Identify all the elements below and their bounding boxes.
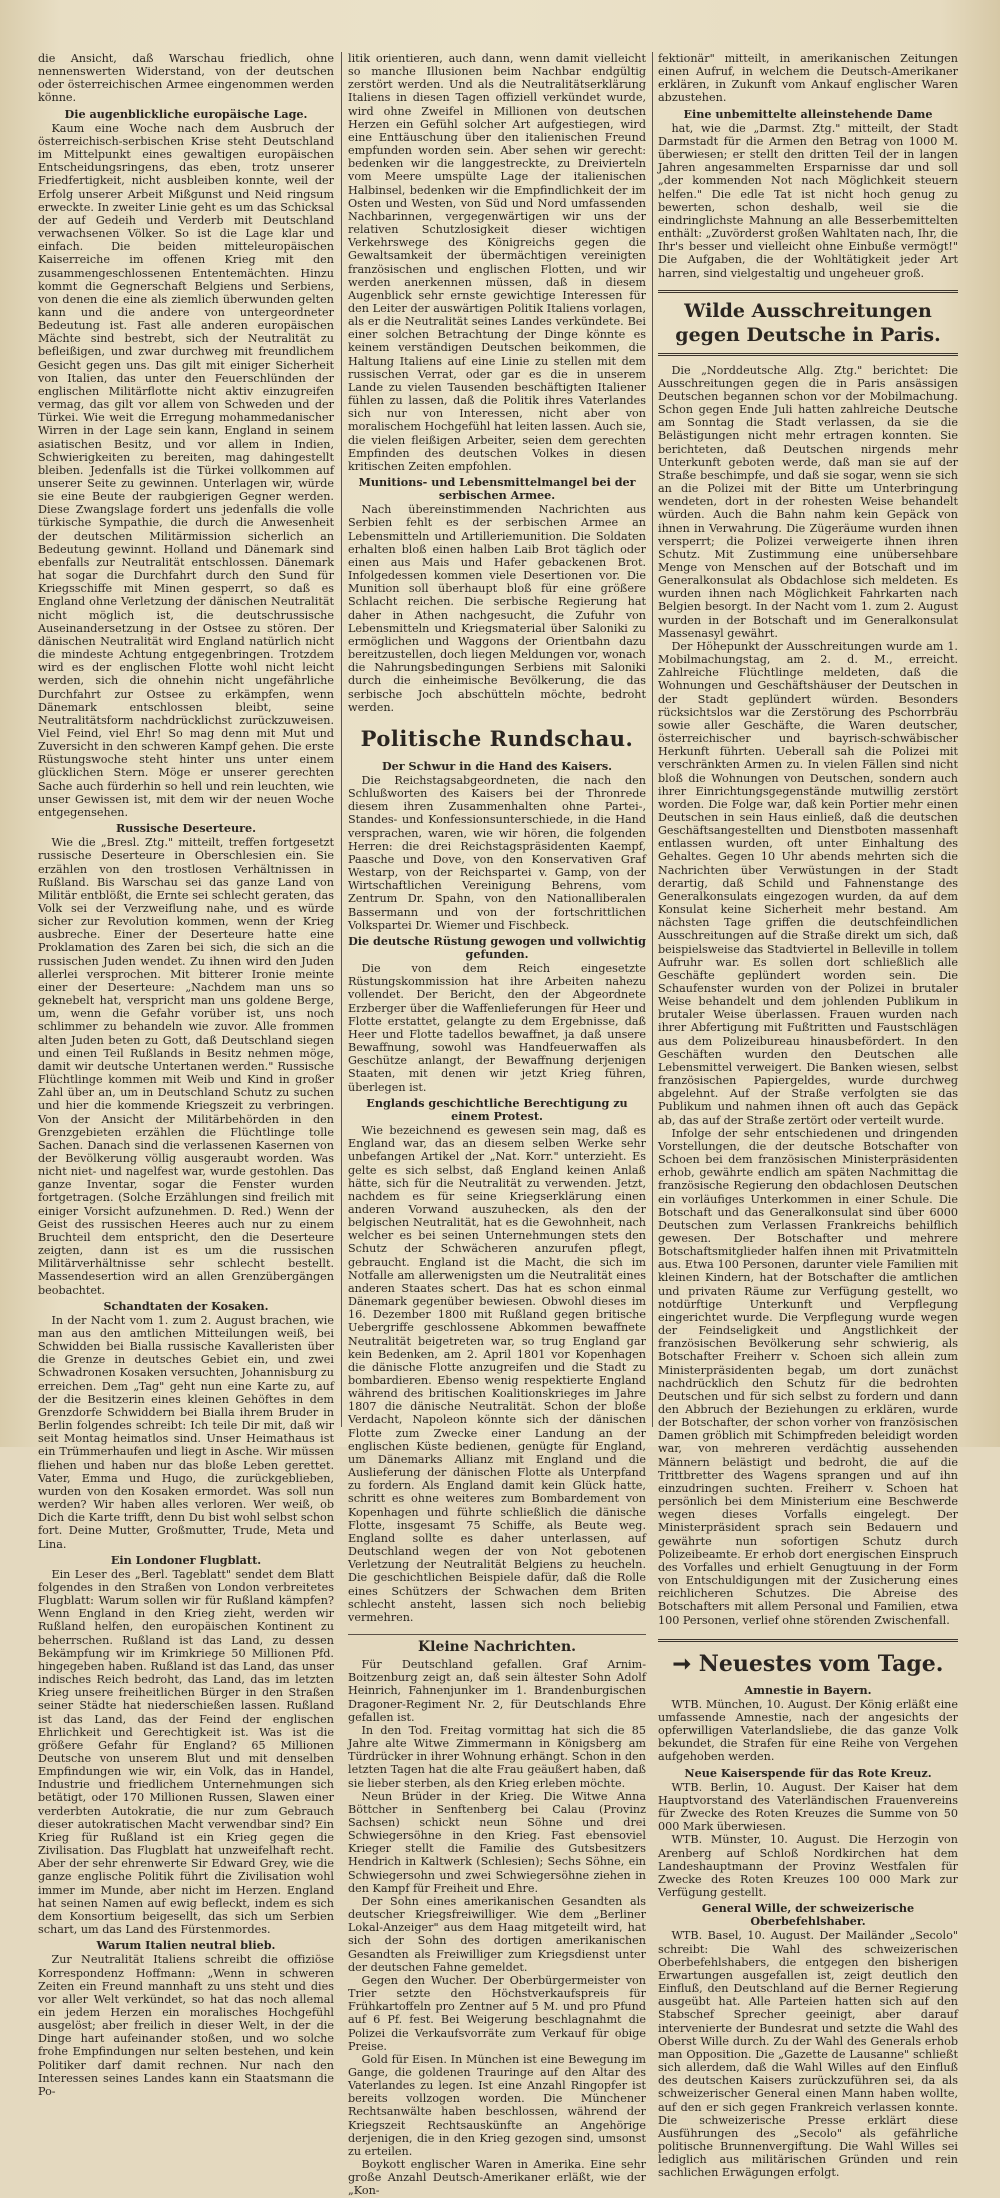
column-rule-1 (341, 52, 342, 1427)
article-red-cross-2: WTB. Münster, 10. August. Die Herzogin von Arenberg auf Schloß Nordkirchen hat dem Landeshauptmann der Provinz Westfalen für Zwecke des Roten Kreuzes 100 000 Mark zur Verfügung gestellt. (658, 1833, 958, 1899)
heading-oath-emperor: Der Schwur in die Hand des Kaisers. (381, 758, 613, 773)
column-rule-2 (652, 52, 653, 1427)
arrow-right-icon: ➞ (672, 1650, 692, 1677)
article-general-wille: WTB. Basel, 10. August. Der Mailänder „Secolo" schreibt: Die Wahl des schweizerischen Oberbefehlshabers, die entgegen den bisherigen Erwartungen ausgefallen ist, zeigt deutlich den Einfluß, den Deutschland auf die Berner Regierung ausgeübt hat. Alle Parteien hatten sich auf den Stabschef Sprecher geeinigt, aber darauf intervenierte der Bundesrat und setzte die Wahl des Oberst Wille durch. Zu der Wahl des Generals erhob man Opposition. Die „Gazette de Lausanne" schließt sich allerdem, daß die Wahl Willes auf den Einfluß des deutschen Kaisers zurückzuführen sei, da als schweizerischer General einen Mann haben wollte, auf den er sich gegen Frankreich verlassen konnte. Die schweizerische Presse erklärt diese Ausführungen des „Secolo" als gefährliche politische Brunnenvergiftung. Die Wahl Willes sei lediglich aus militärischen Gründen und rein sachlichen Erwägungen erfolgt. (658, 1929, 958, 2180)
col3-lead: fektionär" mitteilt, in amerikanischen Zeitungen einen Aufruf, in welchem die Deutsch-Amerikaner erklären, in Zukunft vom Ankauf englischer Waren abzustehen. (658, 52, 958, 105)
article-red-cross-1: WTB. Berlin, 10. August. Der Kaiser hat dem Hauptvorstand des Vaterländischen Frauenvereins für Zwecke des Roten Kreuzes die Summe von 50 000 Mark überwiesen. (658, 1780, 958, 1834)
article-italy-neutral: Zur Neutralität Italiens schreibt die offiziöse Korrespondenz Hoffmann: „Wenn in schweren Zeiten ein Freund mannhaft zu uns steht und dies vor aller Welt verkündet, so hat das noch allemal ein jedem Herzen ein moralisches Hochgefühl ausgelöst; aber freilich in dieser Welt, in der die Dinge hart aufeinander stoßen, und wo solche frohe Empfindungen nur selten bestehen, und kein Politiker darf damit rechnen. Nur nach den Interessen seines Landes kann ein Staatsmann die Po- (38, 1953, 334, 2098)
news-boycott: Boykott englischer Waren in Amerika. Eine sehr große Anzahl Deutsch-Amerikaner erläßt, wie der „Kon- (348, 2158, 646, 2198)
heading-latest-news (658, 1639, 958, 1678)
heading-cossack-atrocities: Schandtaten der Kosaken. (103, 1298, 269, 1313)
article-london-leaflet: Ein Leser des „Berl. Tageblatt" sendet dem Blatt folgendes in den Straßen von London verbreitetes Flugblatt: Warum sollen wir für Rußland kämpfen? Wenn England in den Krieg zieht, werden wir Rußland helfen, den europäischen Kontinent zu beherrschen. Rußland ist das Land, zu dessen Bekämpfung wir im Krimkriege 50 Millionen Pfd. hingegeben haben. Rußland ist das Land, das unser indisches Reich bedroht, das Land, das im letzten Krieg unsere freiheitlichen Bürger in den Straßen seiner Städte hat niederschießen lassen. Rußland ist das Land, das der Feind der englischen Ehrlichkeit und Gerechtigkeit ist. Was ist die größere Gefahr für England? 65 Millionen Deutsche von unserem Blut und mit denselben Empfindungen wie wir, ein Volk, das in Handel, Industrie und friedlichem Unternehmungen sich betätigt, oder 170 Millionen Russen, Slawen einer verderbten Autokratie, die nur zum Gebrauch dieser autokratischen Macht verwendbar sind? Ein Krieg für Rußland ist ein Krieg gegen die Zivilisation. Das Flugblatt hat unzweifelhaft recht. Aber der sehr ehrenwerte Sir Edward Grey, wie die ganze englische Politik führt die Zivilisation wohl immer im Munde, aber nicht im Herzen. England hat seinen Namen auf ewig befleckt, indem es sich dem Konsortium beigesellt, das sich um Serbien schart, um das Land des Fürstenmordes. (38, 1567, 334, 1937)
article-england-protest: Wie bezeichnend es gewesen sein mag, daß es England war, das an diesem selben Werke sehr unbefangen Artikel der „Nat. Korr." unterzieht. Es gelte es sich selbst, daß England keinen Anlaß hätte, sich für die Neutralität zu verwenden. Jetzt, nachdem es für seine Kriegserklärung einen anderen Vorwand auszuhecken, als den der belgischen Neutralität, hat es die Gewohnheit, nach welcher es bei seinen Unternehmungen stets den Schutz der Schwächeren anzurufen pflegt, gebraucht. England ist die Macht, die sich im Notfalle am allerwenigsten um die Neutralität eines anderen Staates schert. Das hat es schon einmal Dänemark gegenüber bewiesen. Obwohl dieses im 16. Dezember 1800 mit Rußland gegen britische Uebergriffe geschlossene Abkommen bewaffnete Neutralität beigetreten war, so trug England gar kein Bedenken, am 2. April 1801 vor Kopenhagen die dänische Flotte anzugreifen und die Stadt zu bombardieren. Ebenso wenig respektierte England während des britischen Koalitionskrieges im Jahre 1807 die dänische Neutralität. Schon der bloße Verdacht, Napoleon könnte sich der dänischen Flotte zum Zwecke einer Landung an der englischen Küste bedienen, genügte für England, um Dänemarks Allianz mit England und die Auslieferung der dänischen Flotte als Unterpfand zu fordern. Als England damit kein Glück hatte, schritt es ohne weiteres zum Bombardement von Kopenhagen und führte schließlich die dänische Flotte, insgesamt 75 Schiffe, als Beute weg. England sollte es daher unterlassen, auf Deutschland wegen der von Not gebotenen Verletzung der Neutralität Belgiens zu heucheln. Die geschichtlichen Beispiele dafür, daß die Rolle eines Schützers der Schwachen dem Briten schlecht ansteht, lassen sich noch beliebig vermehren. (348, 1124, 646, 1624)
heading-serbian-shortage: Munitions- und Lebensmittelmangel bei der serbischen Armee. (358, 475, 636, 503)
article-paris-riots-1: Die „Norddeutsche Allg. Ztg." berichtet: Die Ausschreitungen gegen die in Paris ansässigen Deutschen begannen schon vor der Mobilmachung. Schon gegen Ende Juli hatten zahlreiche Deutsche am Sonntag die Stadt verlassen, da sie die Belästigungen nicht mehr ertragen konnten. Sie berichteten, daß Deutschen nirgends mehr Unterkunft geboten werde, daß man sie auf der Straße beschimpfe, und daß sie sogar, wenn sie sich an die Polizei mit der Bitte um Unterbringung wendeten, dort in der rohesten Weise behandelt würden. Auch die Bahn nahm kein Gepäck von ihnen in Verwahrung. Die Zügeräume wurden ihnen versperrt; die Polizei verweigerte ihnen ihren Schutz. Mit Zustimmung eine unübersehbare Menge von Menschen auf der Botschaft und im Generalkonsulat als Obdachlose sich meldeten. Es wurden ihnen nach Möglichkeit Fahrkarten nach Belgien besorgt. In der Nacht vom 1. zum 2. August wurden in der Botschaft und im Generalkonsulat Massenasyl gewährt. (658, 363, 958, 640)
heading-political-review: Politische Rundschau. (360, 725, 634, 751)
news-usury: Gegen den Wucher. Der Oberbürgermeister von Trier setzte den Höchstverkaufspreis für Frühkartoffeln pro Zentner auf 5 M. und pro Pfund auf 6 Pf. fest. Bei Weigerung beschlagnahmt die Polizei die Verkaufsvorräte zum Verkauf für obige Preise. (348, 1973, 646, 2053)
column-right (658, 52, 958, 2180)
heading-russian-deserters: Russische Deserteure. (116, 821, 256, 836)
news-gold-iron: Gold für Eisen. In München ist eine Bewegung im Gange, die goldenen Trauringe auf den Altar des Vaterlandes zu legen. Ist eine Anzahl Ringopfer ist bereits vollzogen worden. Die Münchener Rechtsanwälte haben beschlossen, während der Kriegszeit Rechtsauskünfte an Angehörige derjenigen, die in den Krieg gezogen sind, umsonst zu erteilen. (348, 2052, 646, 2158)
heading-italy-neutral: Warum Italien neutral blieb. (96, 1938, 276, 1953)
article-european-situation: Kaum eine Woche nach dem Ausbruch der österreichisch-serbischen Krise steht Deutschland im Mittelpunkt eines gewaltigen europäischen Entscheidungsringens, das eben, trotz unserer Friedfertigkeit, nicht ausbleiben konnte, weil der Erfolg unserer Arbeit Mißgunst und Neid ringsum erweckte. In zweiter Linie geht es um das Schicksal der auf Gedeih und Verderb mit Deutschland verwachsenen Völker. So ist die Lage klar und einfach. Die beiden mitteleuropäischen Kaiserreiche im offenen Krieg mit den zusammengeschlossenen Ententemächten. Hinzu kommt die Gegnerschaft Belgiens und Serbiens, von denen die eine als ziemlich überwunden gelten kann und die andere von untergeordneter Bedeutung ist. Fast alle anderen europäischen Mächte sind bestrebt, sich der Neutralität zu befleißigen, und zwar durchweg mit freundlichem Gesicht gegen uns. Das gilt mit einiger Sicherheit von Italien, das unter den Feuerschlünden der englischen Militärflotte nicht aktiv einzugreifen vermag, das gilt vor allem von Schweden und der Türkei. Wie weit die Erregung mohammedanischer Wirren in der Lage sein kann, England in seinem asiatischen Besitz, und vor allem in Indien, Schwierigkeiten zu bereiten, mag dahingestellt bleiben. Jedenfalls ist die Türkei vollkommen auf unserer Seite zu gewinnen. Unterlagen wir, würde sie eine Beute der raubgierigen Gegner werden. Diese Zwangslage fordert uns jedenfalls die volle türkische Sympathie, die durch die Anwesenheit der deutschen Militärmission sicherlich an Bedeutung gewinnt. Holland und Dänemark sind ebenfalls zur Neutralität entschlossen. Dänemark hat sogar die Durchfahrt durch den Sund für Kriegsschiffe mit Minen gesperrt, so daß es England ohne Verletzung der dänischen Neutralität nicht möglich ist, die deutschrussische Auseinandersetzung in der Ostsee zu stören. Der dänischen Neutralität wird England natürlich nicht die mindeste Achtung entgegenbringen. Trotzdem wird es der englischen Flotte wohl nicht leicht werden, sich die ohnehin nicht ungefährliche Durchfahrt zur Ostsee zu erkämpfen, wenn Dänemark entschlossen bleibt, seine Neutralitätsform nachdrücklichst zurückzuweisen. Viel Feind, viel Ehr! So mag denn mit Mut und Zuversicht in den schweren Kampf gehen. Die erste Rüstungswoche steht hinter uns unter einem glücklichen Stern. Möge er unserer gerechten Sache auch fürderhin so hell und rein leuchten, wie unser Gewissen ist, mit dem wir der neuen Woche entgegensehen. (38, 121, 334, 819)
article-amnesty: WTB. München, 10. August. Der König erläßt eine umfassende Amnestie, nach der angesichts der opferwilligen Vaterlandsliebe, die das ganze Volk bekundet, die Strafen für eine Reihe von Vergehen aufgehoben werden. (658, 1697, 958, 1764)
news-ambassador-son: Der Sohn eines amerikanischen Gesandten als deutscher Kriegsfreiwilliger. Wie dem „Berliner Lokal-Anzeiger" aus dem Haag mitgeteilt wird, hat sich der Sohn des dortigen amerikanischen Gesandten als Freiwilliger zum Kriegsdienst unter der deutschen Fahne gemeldet. (348, 1894, 646, 1974)
news-nine-brothers: Neun Brüder in der Krieg. Die Witwe Anna Böttcher in Senftenberg bei Calau (Provinz Sachsen) schickt neun Söhne und drei Schwiegersöhne in den Krieg. Fast ebensoviel Krieger stellt die Familie des Gutsbesitzers Hendrich in Kaltwerk (Schlesien); Sechs Söhne, ein Schwiegersohn und zwei Schwiegersöhne ziehen in den Kampf für Freiheit und Ehre. (348, 1789, 646, 1895)
col1-lead: die Ansicht, daß Warschau friedlich, ohne nennenswerten Widerstand, von der deutschen oder österreichischen Armee eingenommen werden könne. (38, 52, 334, 105)
column-left (38, 52, 334, 2098)
article-russian-deserters: Wie die „Bresl. Ztg." mitteilt, treffen fortgesetzt russische Deserteure in Oberschlesien ein. Sie erzählen von den trostlosen Verhältnissen in Rußland. Bis Warschau sei das ganze Land von Militär entblößt, die Ernte sei schlecht geraten, das Volk sei der Verzweiflung nahe, und es würde sicher zur Revolution kommen, wenn der Krieg ausbreche. Einer der Deserteure hatte eine Proklamation des Zaren bei sich, die sich an die russischen Juden wendet. Zu ihnen wird den Juden allerlei versprochen. Mit bitterer Ironie meinte einer der Deserteure: „Nachdem man uns so geknebelt hat, verspricht man uns goldene Berge, um, wenn die Gefahr vorüber ist, uns noch schlimmer zu behandeln wie zuvor. Alle frommen alten Juden beten zu Gott, daß Deutschland siegen und einen Teil Rußlands in Besitz nehmen möge, damit wir deutsche Untertanen werden." Russische Flüchtlinge kommen mit Weib und Kind in großer Zahl über an, um in Deutschland Schutz zu suchen und hier die kommende Kriegszeit zu verbringen. Von der Ansicht der Militärbehörden in den Grenzgebieten erzählen die Flüchtlinge tolle Sachen. Danach sind die verlassenen Kasernen von der Bevölkerung völlig ausgeraubt worden. Was nicht niet- und nagelfest war, wurde gestohlen. Das ganze Inventar, sogar die Fenster wurden fortgetragen. (Solche Erzählungen sind freilich mit einiger Vorsicht aufzunehmen. D. Red.) Wenn der Geist des russischen Heeres auch nur zu einem Bruchteil dem entspricht, den die Deserteure zeigten, dann ist es um die russischen Militärverhältnisse sehr schlecht bestellt. Massendesertion wird an allen Grenzübergängen beobachtet. (38, 836, 334, 1297)
article-oath-emperor: Die Reichstagsabgeordneten, die nach den Schlußworten des Kaisers bei der Thronrede diesem ihren Zusammenhalten ohne Partei-, Standes- und Konfessionsunterschiede, in die Hand versprachen, waren, wie wir hören, die folgenden Herren: die drei Reichstagspräsidenten Kaempf, Paasche und Dove, von den Konservativen Graf Westarp, von der Reichspartei v. Gamp, von der Wirtschaftlichen Vereinigung Behrens, vom Zentrum Dr. Spahn, von den Nationalliberalen Bassermann und von der fortschrittlichen Volkspartei Dr. Wiemer und Fischbeck. (348, 773, 646, 932)
heading-paris-riots: Wilde Ausschreitungen gegen Deutsche in Paris. (658, 290, 958, 356)
article-paris-riots-2: Der Höhepunkt der Ausschreitungen wurde am 1. Mobilmachungstag, am 2. d. M., erreicht. Zahlreiche Flüchtlinge meldeten, daß die Wohnungen und Geschäftshäuser der Deutschen in der Stadt geplündert würden. Besonders rücksichtslos war die Zerstörung des Pschorrbräu sowie aller Geschäfte, die Waren deutscher, österreichischer und bayrisch-schwäbischer Herkunft führten. Ueberall sah die Polizei mit verschränkten Armen zu. In vielen Fällen sind nicht bloß die Wohnungen von Deutschen, sondern auch ihrer Einrichtungsgegenstände mutwillig zerstört worden. Die Folge war, daß kein Portier mehr einen Deutschen in sein Haus einließ, daß die deutschen Geschäftsangestellten und Dienstboten massenhaft entlassen wurden, oft unter Einhaltung des Gehaltes. Gegen 10 Uhr abends mehrten sich die Nachrichten über Verwüstungen in der Stadt derartig, daß Schild und Fahnenstange des Generalkonsulats eingezogen wurden, da auf dem Konsulat keine Sicherheit mehr bestand. Am nächsten Tage griffen die deutschfeindlichen Ausschreitungen auf die Straße direkt um sich, daß beispielsweise das Stadtviertel in Belleville in tollem Aufruhr war. Es sollen dort schließlich alle Geschäfte geplündert worden sein. Die Schaufenster wurden von der Polizei in brutaler Weise behandelt und dem johlenden Publikum in brutaler Weise überlassen. Frauen wurden nach ihrer Abfertigung mit Fußtritten und Faustschlägen aus dem Polizeibureau hinausbefördert. In den Geschäften wurden den Deutschen alle Lebensmittel verweigert. Die Banken wiesen, selbst französischen Papiergeldes, wurde durchweg abgelehnt. Auf der Straße verfolgten sie das Publikum und nahmen ihnen oft auch das Gepäck ab, das auf der Straße zertört oder verteilt wurde. (658, 639, 958, 1127)
article-lady-donation: hat, wie die „Darmst. Ztg." mitteilt, der Stadt Darmstadt für die Armen den Betrag von 1000 M. überwiesen; er stellt den dritten Teil der in langen Jahren angesammelten Ersparnisse dar und soll „der kommenden Not nach Möglichkeit steuern helfen." Die edle Tat ist nicht hoch genug zu bewerten, schon deshalb, weil sie die eindringlichste Mahnung an alle Besserbemittelten enthält: „Zuvörderst großen Wahltaten nach, Ihr, die Ihr's besser und vielleicht ohne Einbuße vermögt!" Die Aufgaben, die der Wohltätigkeit jeder Art harren, sind vielgestaltig und ungeheuer groß. (658, 121, 958, 280)
heading-european-situation: Die augenblickliche europäische Lage. (64, 106, 308, 121)
heading-amnesty: Amnestie in Bayern. (744, 1682, 872, 1697)
heading-short-news: Kleine Nachrichten. (348, 1634, 646, 1654)
article-serbian-shortage: Nach übereinstimmenden Nachrichten aus Serbien fehlt es der serbischen Armee an Lebensmitteln und Artilleriemunition. Die Soldaten erhalten bloß einen halben Laib Brot täglich oder einen aus Mais und Hafer gebackenen Brot. Infolgedessen kommen viele Desertionen vor. Die Munition soll überhaupt bloß für eine größere Schlacht reichen. Die serbische Regierung hat daher in Athen nachgesucht, die Zufuhr von Lebensmitteln und Kriegsmaterial über Saloniki zu ermöglichen und Waggons der Orientbahn dazu bereitzustellen, doch liegen Meldungen vor, wonach die Nahrungsbedingungen Serbiens mit Saloniki durch die einheimische Bevölkerung, die das serbische Joch abschütteln möchte, bedroht werden. (348, 503, 646, 714)
heading-london-leaflet: Ein Londoner Flugblatt. (110, 1552, 262, 1567)
heading-general-wille: General Wille, der schweizerische Oberbefehlshaber. (701, 1901, 915, 1929)
article-paris-riots-3: Infolge der sehr entschiedenen und dringenden Vorstellungen, die der deutsche Botschafter von Schoen bei dem französischen Ministerpräsidenten erhob, gewährte endlich am späten Nachmittag die französische Regierung den obdachlosen Deutschen ein vorläufiges Unterkommen in einer Schule. Die Botschaft und das Generalkonsulat sind über 6000 Deutschen zum Verlassen Frankreichs behilflich gewesen. Der Botschafter und mehrere Botschaftsmitglieder halfen ihnen mit Privatmitteln aus. Etwa 100 Personen, darunter viele Familien mit kleinen Kindern, hat der Botschafter die amtlichen und privaten Räume zur Verfügung gestellt, wo notdürftige Unterkunft und Verpflegung eingerichtet wurde. Die Verpflegung wurde wegen der Feindseligkeit und Angstlichkeit der französischen Bevölkerung sehr schwierig, als Botschafter Freiherr v. Schoen sich allein zum Ministerpräsidenten begab, um dort zunächst nachdrücklich den Schutz für die bedrohten Deutschen und für sich selbst zu fordern und dann den Abbruch der Beziehungen zu erklären, wurde der Botschafter, der schon vorher von französischen Damen gröblich mit Schimpfreden beleidigt worden war, von mehreren verdächtig aussehenden Männern belästigt und bedroht, die auf die Trittbretter des Wagens sprangen und auf ihn einzudringen suchten. Freiherr v. Schoen hat persönlich bei dem Ministerium eine Beschwerde wegen dieses Vorfalls eingelegt. Der Ministerpräsident sprach sein Bedauern und gewährte nun sofortigen Schutz durch Polizeibeamte. Er erhob dort energischen Einspruch des Vorfalles und erhielt Genugtuung in der Form von Entschuldigungen mit der Zusicherung eines reichlicheren Schutzes. Die Abreise des Botschafters mit allem Personal und Familien, etwa 100 Personen, verlief ohne störenden Zwischenfall. (658, 1126, 958, 1627)
news-death: In den Tod. Freitag vormittag hat sich die 85 Jahre alte Witwe Zimmermann in Königsberg am Türdrücker in ihrer Wohnung erhängt. Schon in den letzten Tagen hat die alte Frau geäußert haben, daß sie lieber sterben, als den Krieg erleben möchte. (348, 1723, 646, 1790)
heading-latest-news-text: Neuestes vom Tage. (698, 1650, 944, 1677)
heading-red-cross: Neue Kaiserspende für das Rote Kreuz. (684, 1765, 932, 1780)
news-fallen: Für Deutschland gefallen. Graf Arnim-Boitzenburg zeigt an, daß sein ältester Sohn Adolf Heinrich, Fahnenjunker im 1. Brandenburgischen Dragoner-Regiment Nr. 2, für Deutschlands Ehre gefallen ist. (348, 1658, 646, 1724)
heading-england-protest: Englands geschichtliche Berechtigung zu einem Protest. (366, 1095, 628, 1123)
heading-lady-donation: Eine unbemittelte alleinstehende Dame (683, 106, 933, 121)
col2-lead: litik orientieren, auch dann, wenn damit vielleicht so manche Illusionen beim Nachbar endgültig zerstört werden. Und als die Neutralitätserklärung Italiens in diesen Tagen offiziell verkündet wurde, wird ohne Zweifel in Millionen von deutschen Herzen ein Gefühl solcher Art aufgestiegen, wird eine Enttäuschung über den italienischen Freund empfunden worden sein. Aber sehen wir gerecht: bedenken wir die langgestreckte, zu Dreivierteln vom Meere umspülte Lage der italienischen Halbinsel, bedenken wir die Empfindlichkeit der im Osten und Westen, von Süd und Nord umfassenden Nachbarinnen, vergegenwärtigen wir uns der relativen Schutzlosigkeit dieser wichtigen Verkehrswege des Königreichs gegen die Gewaltsamkeit der übermächtigen vereinigten französischen und englischen Flotten, und wir werden anerkennen müssen, daß in diesem Augenblick sehr ernste gewichtige Interessen für den Leiter der auswärtigen Politik Italiens vorlagen, als er die Neutralität seines Landes verkündete. Bei einer solchen Betrachtung der Dinge könnte es keinem verständigen Deutschen beikommen, die Haltung Italiens auf eine Linie zu stellen mit dem russischen Verrat, oder gar es die in unserem Lande zu vielen Tausenden beschäftigten Italiener fühlen zu lassen, daß die Politik ihres Vaterlandes sich nur von Interessen, nicht aber von moralischem Hochgefühl hat leiten lassen. Auch sie, die vielen fleißigen Arbeiter, seien dem gerechten Empfinden des deutschen Volkes in diesen kritischen Zeiten empfohlen. (348, 52, 647, 473)
column-middle (348, 52, 647, 2198)
heading-german-armament: Die deutsche Rüstung gewogen und vollwichtig gefunden. (348, 933, 646, 961)
article-german-armament: Die von dem Reich eingesetzte Rüstungskommission hat ihre Arbeiten nahezu vollendet. Der Bericht, den der Abgeordnete Erzberger über die Waffenlieferungen für Heer und Flotte erstattet, gelangte zu dem Ergebnisse, daß Heer und Flotte tadellos bewaffnet, ja daß unsere Bewaffnung, sowohl was Handfeuerwaffen als Geschütze anlangt, der Bewaffnung derjenigen Staaten, mit denen wir jetzt Krieg führen, überlegen ist. (348, 962, 646, 1094)
article-cossack-atrocities: In der Nacht vom 1. zum 2. August brachen, wie man aus den amtlichen Mitteilungen weiß, bei Schwidden bei Bialla russische Kavalleristen über die Grenze in deutsches Gebiet ein, und zwei Schwadronen Kosaken versuchten, Johannisburg zu erreichen. Dem „Tag" geht nun eine Karte zu, auf der die Besitzerin eines kleinen Gehöftes in dem Grenzdorfe Schwiddern bei Bialla ihrem Bruder in Berlin folgendes schreibt: Ich teile Dir mit, daß wir seit Montag heimatlos sind. Unser Heimathaus ist ein Trümmerhaufen und liegt in Asche. Wir müssen fliehen und haben nur das bloße Leben gerettet. Vater, Emma und Hugo, die zurückgeblieben, wurden von den Kosaken ermordet. Was soll nun werden? Wir haben alles verloren. Wer weiß, ob Dich die Karte trifft, denn Du bist wohl selbst schon fort. Deine Mutter, Großmutter, Trude, Meta und Lina. (38, 1313, 334, 1551)
